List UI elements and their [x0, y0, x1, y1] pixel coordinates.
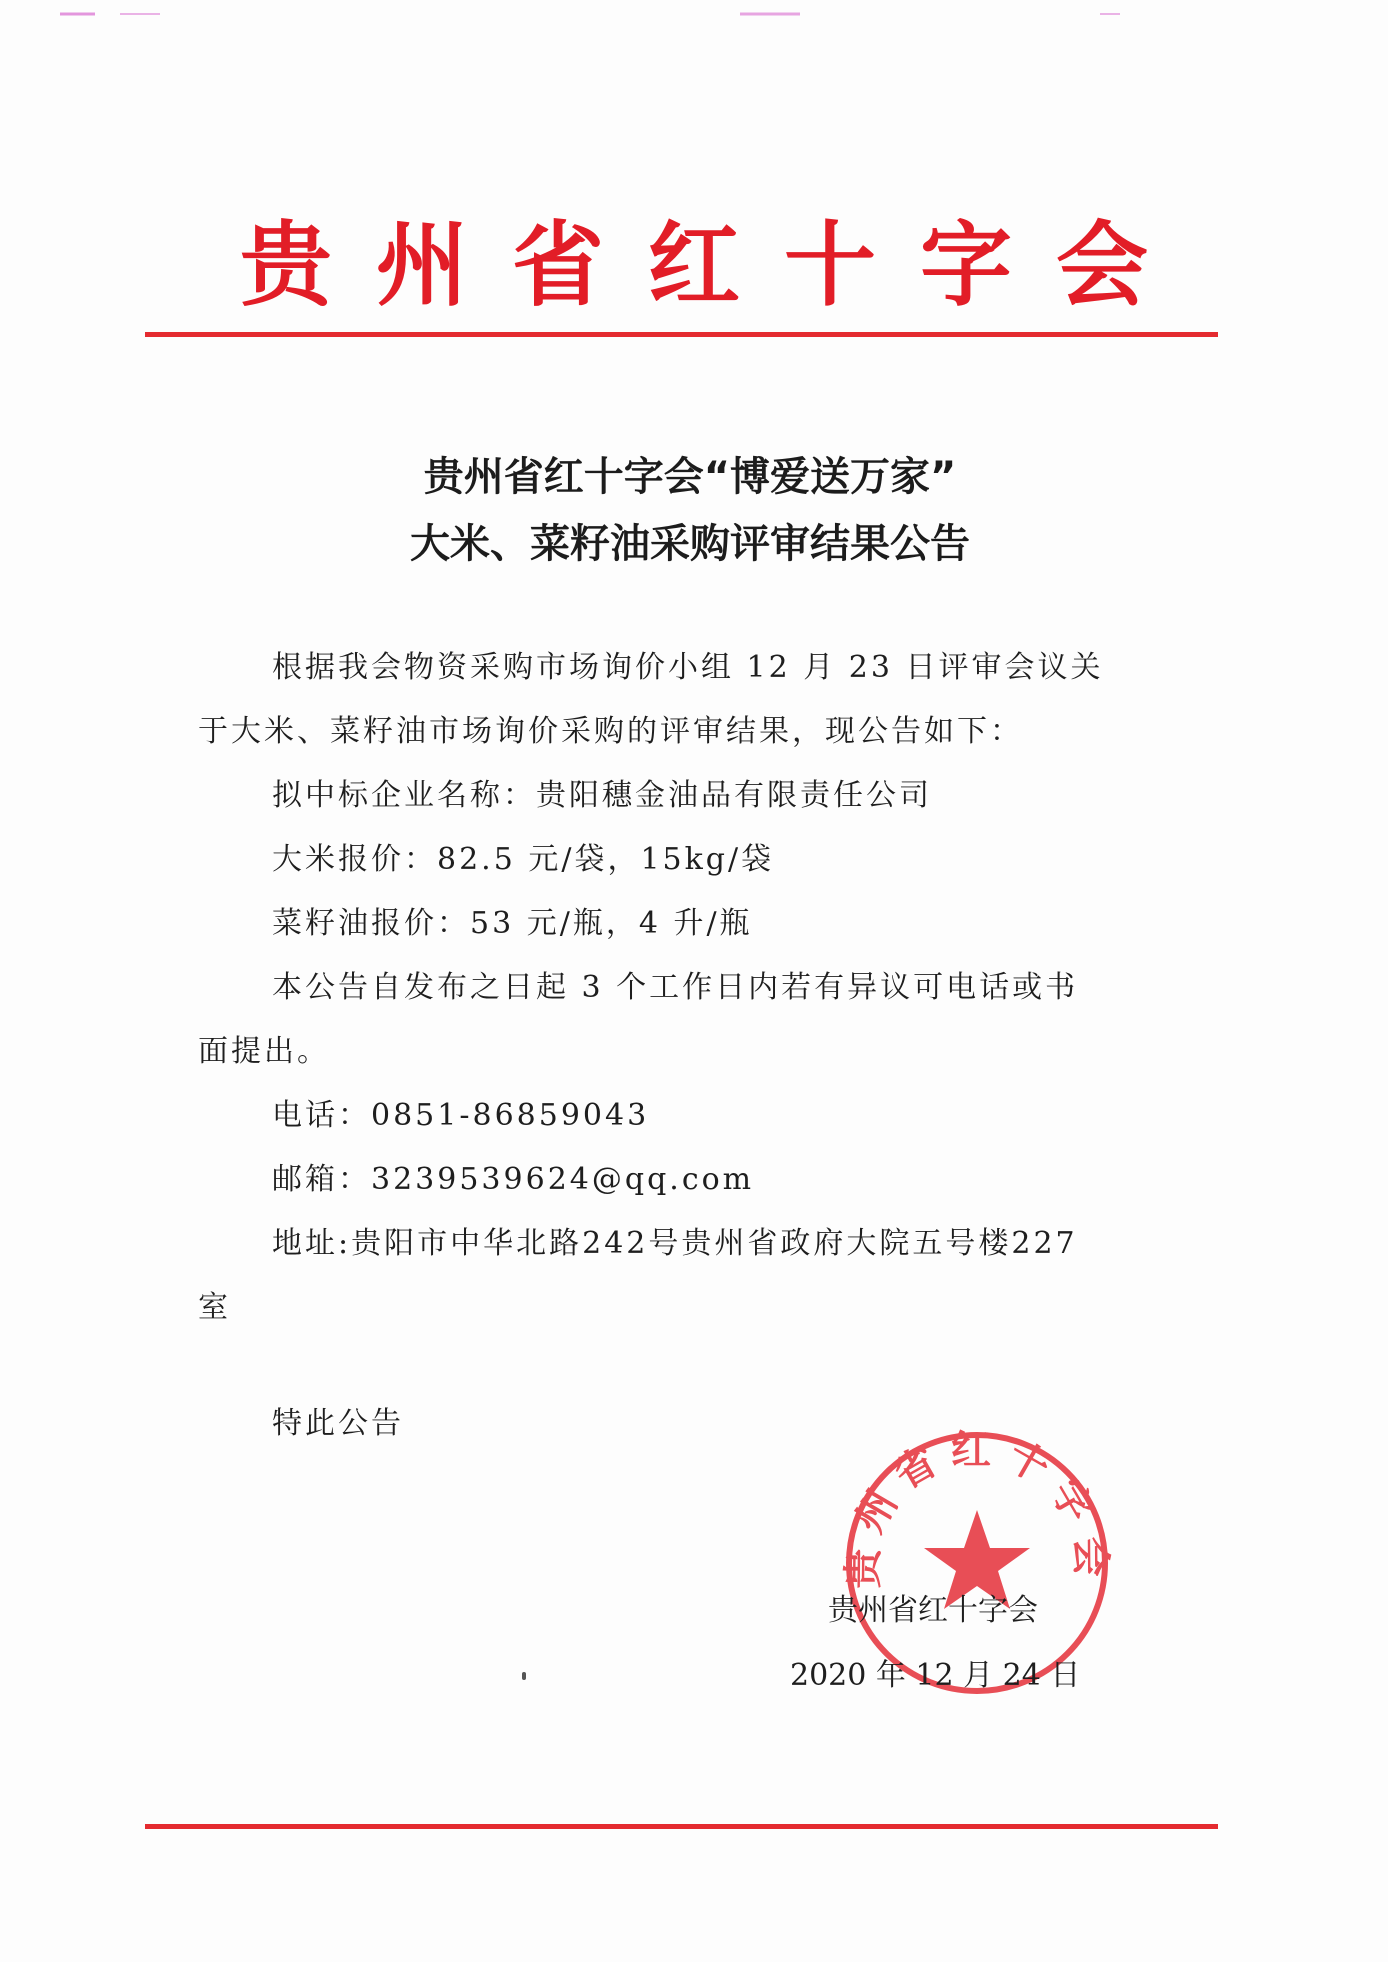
masthead-red-rule: [145, 332, 1218, 337]
title-line-2: 大米、菜籽油采购评审结果公告: [410, 521, 970, 567]
signature-org: 贵州省红十字会: [828, 1593, 1038, 1628]
scan-edge-marks: [0, 8, 1388, 22]
oil-price-line: 菜籽油报价：53 元/瓶，4 升/瓶: [272, 906, 753, 941]
address-line-1: 地址:贵阳市中华北路242号贵州省政府大院五号楼227: [272, 1226, 1078, 1261]
phone-line: 电话：0851-86859043: [272, 1098, 650, 1133]
svg-text:贵州省红十字会: 贵州省红十字会: [840, 1427, 1114, 1589]
paragraph-1-line-2: 于大米、菜籽油市场询价采购的评审结果，现公告如下：: [198, 714, 1023, 749]
paragraph-1-line-1: 根据我会物资采购市场询价小组 12 月 23 日评审会议关: [272, 650, 1104, 685]
scan-speck: [522, 1672, 526, 1680]
footer-red-rule: [145, 1824, 1218, 1829]
winner-line: 拟中标企业名称：贵阳穗金油品有限责任公司: [272, 778, 932, 813]
objection-line-2: 面提出。: [198, 1034, 330, 1069]
objection-line-1: 本公告自发布之日起 3 个工作日内若有异议可电话或书: [272, 970, 1079, 1005]
masthead-org-name: 贵州省红十字会: [239, 211, 1192, 319]
address-line-2: 室: [198, 1290, 231, 1325]
signature-date: 2020 年 12 月 24 日: [790, 1658, 1081, 1693]
title-line-1: 贵州省红十字会“博爱送万家”: [423, 454, 957, 500]
closing-line: 特此公告: [272, 1406, 404, 1441]
rice-price-line: 大米报价：82.5 元/袋，15kg/袋: [272, 842, 775, 877]
email-line: 邮箱：3239539624@qq.com: [272, 1162, 755, 1197]
